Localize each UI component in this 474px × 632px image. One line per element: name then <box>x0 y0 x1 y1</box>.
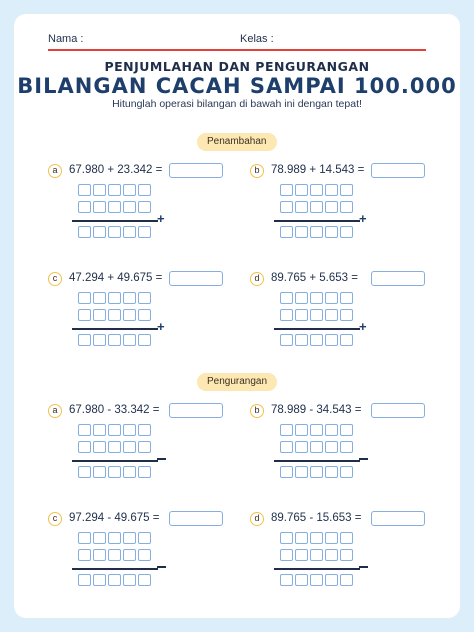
result-digit-box[interactable] <box>108 466 121 478</box>
answer-box[interactable] <box>371 163 425 178</box>
answer-box[interactable] <box>371 511 425 526</box>
digit-box <box>310 441 323 453</box>
result-digit-box[interactable] <box>93 334 106 346</box>
result-digit-box[interactable] <box>280 574 293 586</box>
digit-box <box>138 201 151 213</box>
result-digit-box[interactable] <box>78 334 91 346</box>
digit-box <box>310 309 323 321</box>
result-digit-box[interactable] <box>295 574 308 586</box>
result-digit-box[interactable] <box>123 574 136 586</box>
digit-box <box>93 549 106 561</box>
digit-box <box>108 201 121 213</box>
digit-box <box>325 292 338 304</box>
answer-box[interactable] <box>169 403 223 418</box>
class-label: Kelas : <box>240 33 274 45</box>
digit-box <box>108 184 121 196</box>
digit-box <box>280 424 293 436</box>
sum-line <box>274 460 360 462</box>
digit-box <box>295 532 308 544</box>
digit-box <box>123 201 136 213</box>
problem-letter-badge: b <box>250 164 264 178</box>
instruction-text: Hitunglah operasi bilangan di bawah ini dengan tepat! <box>112 98 362 110</box>
problem-letter-badge: c <box>48 512 62 526</box>
digit-box <box>123 532 136 544</box>
result-digit-box[interactable] <box>108 574 121 586</box>
digit-box <box>280 441 293 453</box>
digit-box <box>295 309 308 321</box>
result-digit-box[interactable] <box>138 466 151 478</box>
digit-box <box>123 441 136 453</box>
digit-box <box>93 201 106 213</box>
worksheet-title: BILANGAN CACAH SAMPAI 100.000 <box>17 74 457 98</box>
result-digit-box[interactable] <box>108 226 121 238</box>
digit-box <box>108 309 121 321</box>
problem-expression: 67.980 - 33.342 = <box>69 404 160 416</box>
problem-expression: 89.765 + 5.653 = <box>271 272 358 284</box>
sum-line <box>72 328 158 330</box>
digit-box <box>138 424 151 436</box>
result-digit-box[interactable] <box>325 334 338 346</box>
problem-expression: 78.989 - 34.543 = <box>271 404 362 416</box>
result-digit-box[interactable] <box>280 466 293 478</box>
digit-box <box>78 549 91 561</box>
result-digit-box[interactable] <box>280 226 293 238</box>
result-digit-box[interactable] <box>123 334 136 346</box>
digit-box <box>310 201 323 213</box>
digit-box <box>78 309 91 321</box>
digit-box <box>295 441 308 453</box>
digit-box <box>325 549 338 561</box>
result-digit-box[interactable] <box>93 574 106 586</box>
digit-box <box>340 201 353 213</box>
result-digit-box[interactable] <box>78 466 91 478</box>
section-label: Pengurangan <box>197 373 277 391</box>
sum-line <box>72 460 158 462</box>
digit-box <box>325 201 338 213</box>
result-digit-box[interactable] <box>325 226 338 238</box>
result-digit-box[interactable] <box>325 466 338 478</box>
digit-box <box>138 441 151 453</box>
plus-sign: + <box>359 319 367 334</box>
result-digit-box[interactable] <box>138 574 151 586</box>
answer-box[interactable] <box>371 403 425 418</box>
digit-box <box>325 532 338 544</box>
result-digit-box[interactable] <box>123 226 136 238</box>
result-digit-box[interactable] <box>78 574 91 586</box>
digit-box <box>280 532 293 544</box>
result-digit-box[interactable] <box>295 334 308 346</box>
plus-sign: + <box>157 319 165 334</box>
result-digit-box[interactable] <box>108 334 121 346</box>
digit-box <box>93 532 106 544</box>
digit-box <box>108 549 121 561</box>
digit-box <box>295 201 308 213</box>
digit-box <box>310 532 323 544</box>
minus-sign <box>359 566 368 568</box>
digit-box <box>78 424 91 436</box>
sum-line <box>72 568 158 570</box>
result-digit-box[interactable] <box>123 466 136 478</box>
name-label: Nama : <box>48 33 84 45</box>
result-digit-box[interactable] <box>325 574 338 586</box>
result-digit-box[interactable] <box>340 574 353 586</box>
problem-expression: 78.989 + 14.543 = <box>271 164 365 176</box>
answer-box[interactable] <box>169 163 223 178</box>
digit-box <box>295 292 308 304</box>
digit-box <box>310 549 323 561</box>
digit-box <box>108 292 121 304</box>
digit-box <box>108 532 121 544</box>
answer-box[interactable] <box>169 511 223 526</box>
digit-box <box>280 309 293 321</box>
sum-line <box>274 220 360 222</box>
sum-line <box>274 568 360 570</box>
digit-box <box>93 184 106 196</box>
digit-box <box>340 549 353 561</box>
digit-box <box>325 424 338 436</box>
problem-letter-badge: d <box>250 512 264 526</box>
plus-sign: + <box>157 211 165 226</box>
digit-box <box>138 549 151 561</box>
problem-expression: 67.980 + 23.342 = <box>69 164 163 176</box>
digit-box <box>280 201 293 213</box>
problem-letter-badge: a <box>48 164 62 178</box>
problem-letter-badge: b <box>250 404 264 418</box>
digit-box <box>93 292 106 304</box>
digit-box <box>295 424 308 436</box>
digit-box <box>340 441 353 453</box>
result-digit-box[interactable] <box>340 334 353 346</box>
problem-expression: 97.294 - 49.675 = <box>69 512 160 524</box>
result-digit-box[interactable] <box>138 334 151 346</box>
digit-box <box>310 184 323 196</box>
result-digit-box[interactable] <box>310 226 323 238</box>
answer-box[interactable] <box>169 271 223 286</box>
digit-box <box>295 549 308 561</box>
result-digit-box[interactable] <box>280 334 293 346</box>
digit-box <box>78 184 91 196</box>
digit-box <box>123 549 136 561</box>
digit-box <box>325 309 338 321</box>
digit-box <box>123 309 136 321</box>
result-digit-box[interactable] <box>310 334 323 346</box>
digit-box <box>78 292 91 304</box>
problem-letter-badge: c <box>48 272 62 286</box>
digit-box <box>93 309 106 321</box>
result-digit-box[interactable] <box>340 226 353 238</box>
result-digit-box[interactable] <box>295 226 308 238</box>
digit-box <box>78 441 91 453</box>
digit-box <box>310 424 323 436</box>
digit-box <box>93 424 106 436</box>
result-digit-box[interactable] <box>93 226 106 238</box>
digit-box <box>310 292 323 304</box>
digit-box <box>78 532 91 544</box>
problem-expression: 89.765 - 15.653 = <box>271 512 362 524</box>
digit-box <box>78 201 91 213</box>
section-label: Penambahan <box>197 133 277 151</box>
digit-box <box>138 292 151 304</box>
result-digit-box[interactable] <box>93 466 106 478</box>
digit-box <box>325 441 338 453</box>
digit-box <box>93 441 106 453</box>
digit-box <box>138 184 151 196</box>
problem-expression: 47.294 + 49.675 = <box>69 272 163 284</box>
digit-box <box>123 184 136 196</box>
digit-box <box>123 292 136 304</box>
result-digit-box[interactable] <box>138 226 151 238</box>
sum-line <box>72 220 158 222</box>
digit-box <box>138 532 151 544</box>
digit-box <box>280 292 293 304</box>
header-divider <box>48 49 426 51</box>
result-digit-box[interactable] <box>310 574 323 586</box>
digit-box <box>340 532 353 544</box>
digit-box <box>340 424 353 436</box>
result-digit-box[interactable] <box>340 466 353 478</box>
answer-box[interactable] <box>371 271 425 286</box>
worksheet-subtitle: PENJUMLAHAN DAN PENGURANGAN <box>104 59 370 74</box>
result-digit-box[interactable] <box>295 466 308 478</box>
digit-box <box>123 424 136 436</box>
digit-box <box>108 441 121 453</box>
minus-sign <box>157 458 166 460</box>
digit-box <box>340 184 353 196</box>
digit-box <box>280 549 293 561</box>
minus-sign <box>157 566 166 568</box>
sum-line <box>274 328 360 330</box>
problem-letter-badge: a <box>48 404 62 418</box>
minus-sign <box>359 458 368 460</box>
digit-box <box>108 424 121 436</box>
digit-box <box>340 309 353 321</box>
digit-box <box>138 309 151 321</box>
digit-box <box>325 184 338 196</box>
plus-sign: + <box>359 211 367 226</box>
digit-box <box>340 292 353 304</box>
digit-box <box>280 184 293 196</box>
digit-box <box>295 184 308 196</box>
problem-letter-badge: d <box>250 272 264 286</box>
result-digit-box[interactable] <box>310 466 323 478</box>
result-digit-box[interactable] <box>78 226 91 238</box>
